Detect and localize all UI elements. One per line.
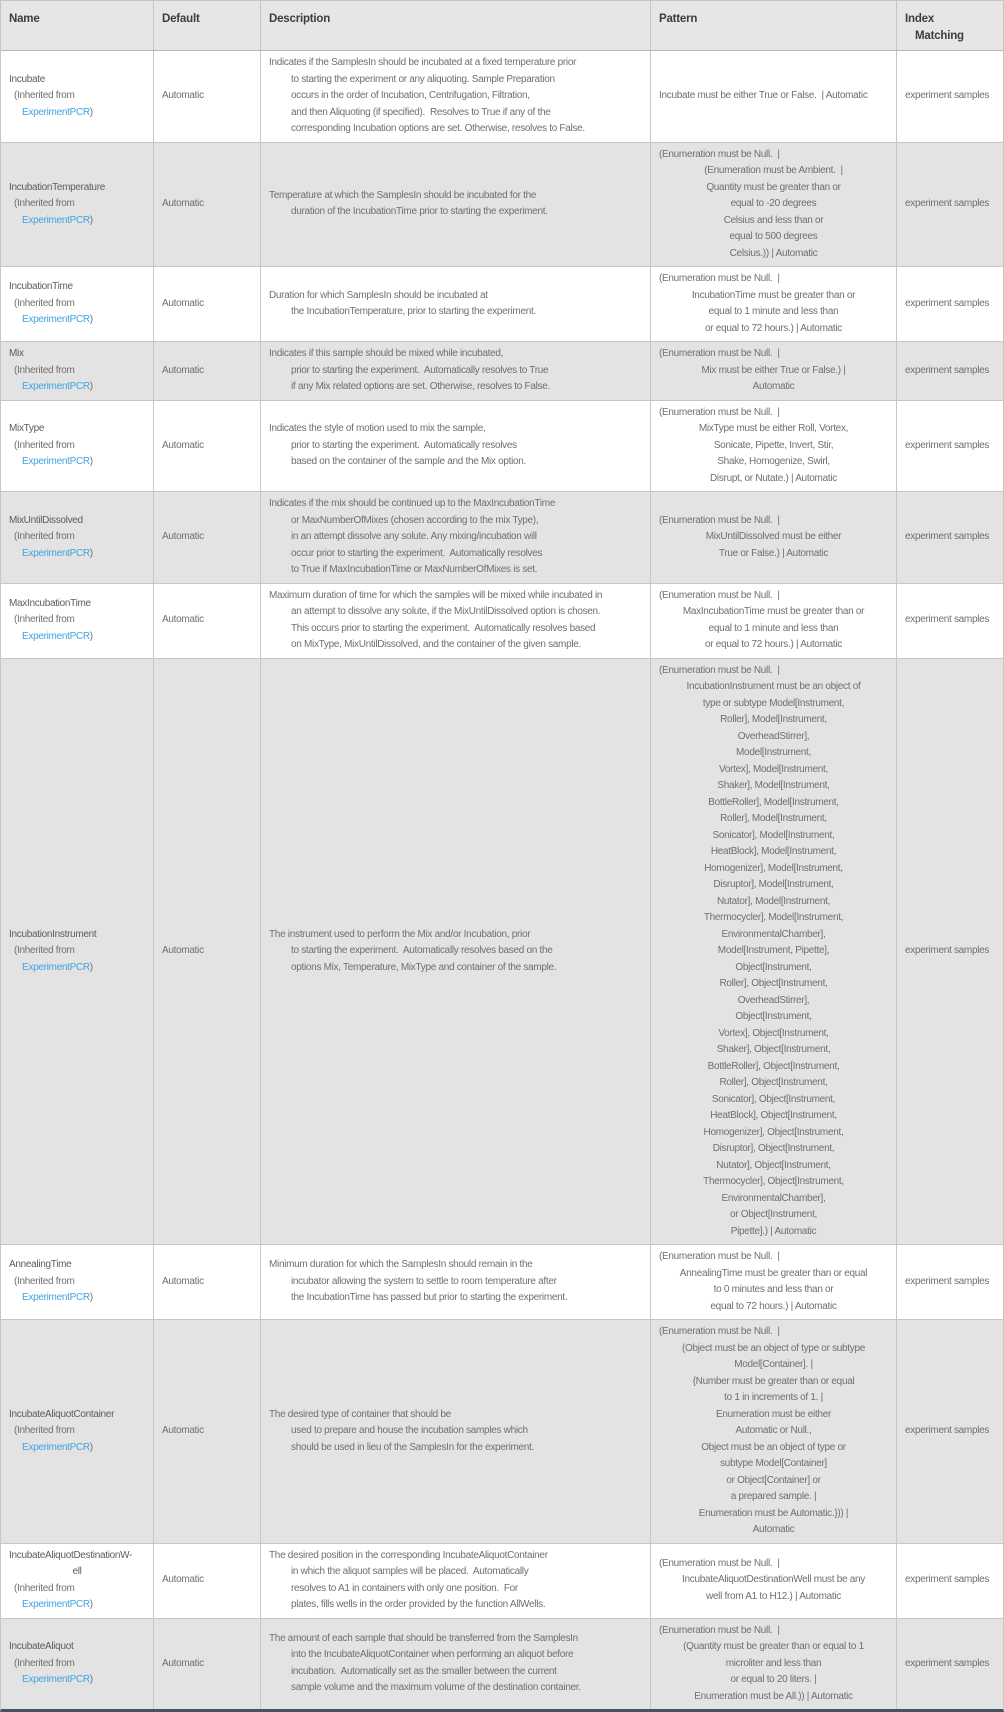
inherited-from-label: (Inherited from: [14, 198, 75, 209]
default-cell: [154, 342, 261, 400]
description-line: resolves to A1 in containers with only one position. For: [291, 1582, 518, 1594]
pattern-line: Roller], Model[Instrument,: [720, 813, 827, 824]
pattern-cell: [651, 584, 897, 658]
table-row: [1, 267, 1003, 342]
pattern-line: Roller], Object[Instrument,: [719, 978, 828, 989]
pattern-line: equal to 72 hours.) | Automatic: [710, 1300, 837, 1312]
pattern-line: Pipette].) | Automatic: [730, 1225, 817, 1237]
default-value: Automatic: [162, 531, 204, 542]
description-line: incubator allowing the system to settle to room temperature after: [291, 1275, 557, 1287]
default-value: Automatic: [162, 1275, 204, 1287]
pattern-line: equal to 500 degrees: [729, 231, 818, 242]
description-line: used to prepare and house the incubation samples which: [291, 1425, 528, 1436]
description-line: The desired type of container that should be: [269, 1408, 451, 1420]
pattern-line: Incubate must be either True or False. | Automatic: [659, 90, 868, 101]
pattern-line: (Enumeration must be Null. |: [659, 1251, 780, 1262]
experiment-pcr-link[interactable]: ExperimentPCR: [22, 547, 90, 559]
default-value: Automatic: [162, 1425, 204, 1436]
inherited-from-link-line: [9, 1290, 145, 1307]
table-row: [1, 51, 1003, 143]
index-matching-cell: [897, 1544, 1003, 1618]
pattern-cell: [651, 492, 897, 583]
header-label-default: Default: [162, 13, 200, 25]
index-matching-cell: [897, 267, 1003, 341]
default-value: Automatic: [162, 1657, 204, 1669]
pattern-line: (Object must be an object of type or subtype: [681, 1342, 866, 1354]
option-name: IncubateAliquot: [9, 1641, 74, 1652]
default-cell: [154, 584, 261, 658]
pattern-line: Thermocycler], Model[Instrument,: [703, 912, 844, 923]
description-line: The amount of each sample that should be transferred from the SamplesIn: [269, 1632, 578, 1644]
description-line: Temperature at which the SamplesIn should be incubated for the: [269, 189, 537, 201]
pattern-line: IncubationInstrument must be an object of: [686, 681, 861, 692]
pattern-line: well from A1 to H12.) | Automatic: [706, 1590, 841, 1602]
description-cell: [261, 1619, 651, 1710]
header-cell-default: [154, 1, 261, 50]
pattern-line: (Enumeration must be Null. |: [659, 1557, 780, 1569]
name-cell: [1, 1619, 154, 1710]
pattern-line: a prepared sample. |: [730, 1491, 817, 1502]
index-matching-cell: [897, 1320, 1003, 1543]
option-name: Incubate: [9, 73, 45, 85]
pattern-line: Roller], Model[Instrument,: [720, 714, 827, 725]
pattern-line: or Object[Instrument,: [729, 1209, 818, 1220]
pattern-line: Sonicator], Object[Instrument,: [711, 1093, 836, 1105]
description-line: or MaxNumberOfMixes (chosen according to the mix Type),: [291, 514, 539, 526]
pattern-line: Enumeration must be All.)) | Automatic: [694, 1690, 853, 1702]
pattern-line: Automatic: [752, 1524, 795, 1535]
name-cell: [1, 267, 154, 341]
description-line: the IncubationTime has passed but prior to starting the experiment.: [291, 1292, 568, 1304]
inherited-from-label: (Inherited from: [14, 1582, 75, 1594]
pattern-line: IncubateAliquotDestinationWell must be any: [682, 1574, 865, 1586]
pattern-cell: [651, 659, 897, 1245]
inherited-from-link-line: [9, 312, 145, 329]
index-matching-cell: [897, 492, 1003, 583]
name-cell: [1, 51, 154, 142]
pattern-line: Vortex], Model[Instrument,: [719, 763, 828, 775]
description-line: in which the aliquot samples will be placed. Automatically: [291, 1566, 529, 1577]
index-matching-value: experiment samples: [905, 1574, 990, 1586]
default-value: Automatic: [162, 90, 204, 101]
option-name: IncubationTemperature: [9, 181, 105, 193]
pattern-line: Model[Container]. |: [734, 1359, 813, 1370]
pattern-line: Vortex], Object[Instrument,: [718, 1027, 829, 1039]
pattern-cell: [651, 267, 897, 341]
default-value: Automatic: [162, 945, 204, 956]
pattern-line: Enumeration must be either: [715, 1408, 832, 1420]
default-value: Automatic: [162, 364, 204, 376]
link-close-paren: ): [89, 314, 93, 326]
pattern-line: (Enumeration must be Null. |: [659, 273, 780, 284]
pattern-line: or equal to 20 liters. |: [730, 1674, 817, 1685]
table-row: [1, 143, 1003, 268]
default-cell: [154, 492, 261, 583]
description-line: The desired position in the corresponding IncubateAliquotContainer: [269, 1549, 548, 1561]
pattern-line: OverheadStirrer],: [737, 730, 810, 742]
table-row: [1, 584, 1003, 659]
inherited-from-link-line: [9, 960, 145, 977]
header-label-name: Name: [9, 13, 40, 25]
description-cell: [261, 267, 651, 341]
name-cell: [1, 584, 154, 658]
pattern-line: or equal to 72 hours.) | Automatic: [705, 639, 842, 650]
description-line: corresponding Incubation options are set. Otherwise, resolves to False.: [291, 123, 585, 134]
pattern-line: Shake, Homogenize, Swirl,: [717, 456, 830, 467]
index-matching-cell: [897, 659, 1003, 1245]
index-matching-value: experiment samples: [905, 1275, 990, 1287]
pattern-line: MaxIncubationTime must be greater than or: [682, 606, 865, 617]
experiment-pcr-link[interactable]: ExperimentPCR: [22, 630, 90, 642]
description-cell: [261, 1544, 651, 1618]
pattern-line: Model[Instrument, Pipette],: [717, 945, 830, 956]
index-matching-cell: [897, 143, 1003, 267]
description-cell: [261, 1320, 651, 1543]
experiment-pcr-link[interactable]: ExperimentPCR: [22, 1599, 90, 1610]
pattern-line: equal to 1 minute and less than: [708, 622, 839, 634]
description-cell: [261, 342, 651, 400]
pattern-line: (Enumeration must be Null. |: [659, 348, 780, 359]
header-cell-name: [1, 1, 154, 50]
header-label-pattern: Pattern: [659, 13, 698, 25]
description-line: Duration for which SamplesIn should be incubated at: [269, 289, 488, 301]
pattern-line: equal to 1 minute and less than: [708, 306, 839, 317]
link-close-paren: ): [89, 630, 93, 642]
name-cell: [1, 1320, 154, 1543]
description-line: prior to starting the experiment. Automatically resolves: [291, 439, 517, 451]
pattern-line: Nutator], Model[Instrument,: [716, 895, 831, 907]
inherited-from-link-line: [9, 546, 145, 563]
header-label-index: Index: [905, 13, 935, 25]
pattern-line: (Enumeration must be Null. |: [659, 1624, 780, 1636]
default-cell: [154, 1544, 261, 1618]
table-row: [1, 1619, 1003, 1710]
pattern-line: (Enumeration must be Null. |: [659, 406, 780, 418]
description-line: occur prior to starting the experiment. Automatically resolves: [291, 547, 543, 559]
index-matching-cell: [897, 401, 1003, 492]
default-value: Automatic: [162, 439, 204, 451]
index-matching-cell: [897, 1245, 1003, 1319]
experiment-pcr-link[interactable]: ExperimentPCR: [22, 381, 90, 392]
pattern-line: Disruptor], Model[Instrument,: [713, 879, 834, 890]
pattern-line: Celsius and less than or: [723, 214, 824, 226]
pattern-line: Mix must be either True or False.) |: [701, 364, 846, 376]
name-cell: [1, 1544, 154, 1618]
index-matching-cell: [897, 584, 1003, 658]
pattern-line: (Enumeration must be Null. |: [659, 148, 780, 160]
description-line: incubation. Automatically set as the smaller between the current: [291, 1665, 557, 1677]
description-line: Minimum duration for which the SamplesIn should remain in the: [269, 1259, 533, 1271]
pattern-line: EnvironmentalChamber],: [721, 1192, 826, 1204]
inherited-from-label: (Inherited from: [14, 531, 75, 542]
description-line: should be used in lieu of the SamplesIn for the experiment.: [291, 1441, 535, 1453]
inherited-from-link-line: [9, 629, 145, 646]
default-cell: [154, 51, 261, 142]
index-matching-value: experiment samples: [905, 614, 990, 626]
description-line: plates, fills wells in the order provided by the function AllWells.: [291, 1599, 546, 1610]
description-line: to starting the experiment or any aliquoting. Sample Preparation: [291, 73, 555, 85]
pattern-line: Sonicator], Model[Instrument,: [712, 829, 835, 841]
pattern-line: Object must be an object of type or: [701, 1441, 846, 1453]
pattern-cell: [651, 143, 897, 267]
description-line: Indicates if the mix should be continued up to the MaxIncubationTime: [269, 498, 556, 509]
pattern-line: Model[Instrument,: [736, 747, 811, 758]
link-close-paren: ): [89, 381, 93, 392]
pattern-line: Shaker], Object[Instrument,: [716, 1044, 831, 1055]
pattern-line: Nutator], Object[Instrument,: [716, 1159, 831, 1171]
table-row: [1, 342, 1003, 401]
default-value: Automatic: [162, 297, 204, 309]
experiment-pcr-link[interactable]: ExperimentPCR: [22, 106, 90, 118]
pattern-line: EnvironmentalChamber],: [721, 928, 826, 940]
inherited-from-link-line: [9, 105, 145, 122]
link-close-paren: ): [89, 1441, 93, 1453]
inherited-from-link-line: [9, 379, 145, 396]
description-line: in an attempt dissolve any solute. Any mixing/incubation will: [291, 531, 537, 542]
inherited-from-label: (Inherited from: [14, 439, 75, 451]
inherited-from-label: (Inherited from: [14, 297, 75, 309]
table-row: [1, 401, 1003, 493]
pattern-line: (Enumeration must be Null. |: [659, 664, 780, 676]
description-cell: [261, 51, 651, 142]
default-cell: [154, 267, 261, 341]
description-line: into the IncubateAliquotContainer when performing an aliquot before: [291, 1649, 574, 1661]
description-line: prior to starting the experiment. Automatically resolves to True: [291, 364, 549, 376]
index-matching-value: experiment samples: [905, 90, 990, 101]
pattern-line: Homogenizer], Object[Instrument,: [703, 1126, 844, 1138]
experiment-pcr-link[interactable]: ExperimentPCR: [22, 961, 90, 973]
name-cell: [1, 143, 154, 267]
pattern-line: to 1 in increments of 1. |: [724, 1392, 823, 1403]
experiment-pcr-link[interactable]: ExperimentPCR: [22, 314, 90, 326]
pattern-line: or Object[Container] or: [726, 1474, 821, 1486]
inherited-from-label: (Inherited from: [14, 945, 75, 956]
pattern-line: BottleRoller], Object[Instrument,: [707, 1060, 840, 1072]
table-row: [1, 1320, 1003, 1544]
pattern-line: equal to -20 degrees: [730, 198, 817, 209]
pattern-cell: [651, 401, 897, 492]
option-name: ell: [72, 1566, 82, 1577]
link-close-paren: ): [89, 1292, 93, 1304]
inherited-from-label: (Inherited from: [14, 614, 75, 626]
default-cell: [154, 401, 261, 492]
header-cell-index-matching: [897, 1, 1003, 50]
pattern-cell: [651, 51, 897, 142]
pattern-line: Disrupt, or Nutate.) | Automatic: [710, 472, 837, 484]
pattern-cell: [651, 1245, 897, 1319]
pattern-line: Roller], Object[Instrument,: [719, 1077, 828, 1088]
header-cell-description: [261, 1, 651, 50]
description-line: sample volume and the maximum volume of the destination container.: [291, 1682, 581, 1694]
description-line: if any Mix related options are set. Otherwise, resolves to False.: [291, 381, 550, 392]
inherited-from-label: (Inherited from: [14, 90, 75, 101]
inherited-from-link-line: [9, 213, 145, 230]
description-cell: [261, 1245, 651, 1319]
description-line: Indicates the style of motion used to mix the sample,: [269, 423, 486, 434]
description-line: on MixType, MixUntilDissolved, and the container of the given sample.: [291, 639, 582, 650]
description-cell: [261, 492, 651, 583]
experiment-pcr-link[interactable]: ExperimentPCR: [22, 456, 90, 467]
index-matching-cell: [897, 1619, 1003, 1710]
description-line: an attempt to dissolve any solute, if the MixUntilDissolved option is chosen.: [291, 606, 601, 617]
name-cell: [1, 342, 154, 400]
option-name: IncubationTime: [9, 281, 73, 293]
pattern-cell: [651, 1619, 897, 1710]
pattern-line: OverheadStirrer],: [737, 994, 810, 1006]
index-matching-value: experiment samples: [905, 364, 990, 376]
index-matching-cell: [897, 51, 1003, 142]
pattern-line: (Enumeration must be Null. |: [659, 589, 780, 601]
table-row: [1, 659, 1003, 1246]
option-name: IncubateAliquotContainer: [9, 1408, 115, 1420]
pattern-line: HeatBlock], Object[Instrument,: [710, 1110, 837, 1121]
experiment-pcr-link[interactable]: ExperimentPCR: [22, 1441, 90, 1453]
inherited-from-link-line: [9, 1597, 145, 1614]
description-line: to starting the experiment. Automatically resolves based on the: [291, 945, 553, 956]
pattern-line: {Number must be greater than or equal: [692, 1375, 855, 1387]
inherited-from-link-line: [9, 1672, 145, 1689]
link-close-paren: ): [89, 961, 93, 973]
description-line: The instrument used to perform the Mix and/or Incubation, prior: [269, 928, 531, 940]
pattern-line: AnnealingTime must be greater than or equal: [679, 1267, 868, 1279]
name-cell: [1, 492, 154, 583]
name-cell: [1, 401, 154, 492]
description-line: This occurs prior to starting the experiment. Automatically resolves based: [291, 622, 596, 634]
pattern-line: (Quantity must be greater than or equal to 1: [683, 1641, 864, 1652]
option-name: Mix: [9, 348, 24, 359]
default-cell: [154, 659, 261, 1245]
index-matching-value: experiment samples: [905, 531, 990, 542]
link-close-paren: ): [89, 456, 93, 467]
pattern-line: microliter and less than: [725, 1657, 822, 1669]
pattern-line: Automatic or Null.,: [735, 1425, 812, 1436]
default-cell: [154, 1320, 261, 1543]
pattern-line: Automatic: [752, 381, 795, 392]
description-cell: [261, 659, 651, 1245]
pattern-line: Enumeration must be Automatic.})) |: [698, 1507, 849, 1519]
name-cell: [1, 659, 154, 1245]
pattern-cell: [651, 342, 897, 400]
pattern-line: MixType must be either Roll, Vortex,: [698, 423, 849, 434]
index-matching-value: experiment samples: [905, 1425, 990, 1436]
default-cell: [154, 143, 261, 267]
description-cell: [261, 401, 651, 492]
pattern-line: subtype Model[Container]: [720, 1458, 827, 1469]
pattern-line: Quantity must be greater than or: [706, 181, 841, 193]
table-row: [1, 492, 1003, 584]
pattern-cell: [651, 1320, 897, 1543]
pattern-line: Sonicate, Pipette, Invert, Stir,: [713, 439, 834, 451]
inherited-from-label: (Inherited from: [14, 1425, 75, 1436]
index-matching-value: experiment samples: [905, 297, 990, 309]
description-line: duration of the IncubationTime prior to starting the experiment.: [291, 206, 548, 218]
index-matching-value: experiment samples: [905, 945, 990, 956]
description-line: Indicates if this sample should be mixed while incubated,: [269, 348, 504, 359]
option-name: IncubationInstrument: [9, 928, 97, 940]
pattern-line: Disruptor], Object[Instrument,: [712, 1143, 835, 1154]
option-name: AnnealingTime: [9, 1259, 72, 1271]
experiment-pcr-link[interactable]: ExperimentPCR: [22, 1292, 90, 1304]
option-name: MaxIncubationTime: [9, 597, 91, 609]
default-value: Automatic: [162, 1574, 204, 1586]
index-matching-value: experiment samples: [905, 439, 990, 451]
description-line: and then Aliquoting (if specified). Resolves to True if any of the: [291, 106, 551, 118]
pattern-line: True or False.) | Automatic: [718, 547, 829, 559]
inherited-from-link-line: [9, 1440, 145, 1457]
option-name: IncubateAliquotDestinationW-: [9, 1549, 133, 1561]
pattern-line: BottleRoller], Model[Instrument,: [708, 796, 839, 808]
description-line: the IncubationTemperature, prior to starting the experiment.: [291, 306, 536, 317]
option-name: MixUntilDissolved: [9, 514, 83, 526]
header-label-description: Description: [269, 13, 331, 25]
header-cell-pattern: [651, 1, 897, 50]
description-line: options Mix, Temperature, MixType and container of the sample.: [291, 961, 557, 973]
experiment-pcr-link[interactable]: ExperimentPCR: [22, 214, 90, 226]
link-close-paren: ): [89, 1599, 93, 1610]
inherited-from-link-line: [9, 454, 145, 471]
pattern-line: (Enumeration must be Ambient. |: [704, 165, 843, 176]
pattern-line: Celsius.)) | Automatic: [729, 247, 818, 259]
pattern-line: (Enumeration must be Null. |: [659, 514, 780, 526]
pattern-line: IncubationTime must be greater than or: [691, 289, 856, 301]
description-line: Indicates if the SamplesIn should be incubated at a fixed temperature prior: [269, 57, 577, 68]
pattern-line: type or subtype Model[Instrument,: [702, 697, 845, 709]
link-close-paren: ): [89, 1674, 93, 1685]
table-row: [1, 1245, 1003, 1320]
option-name: MixType: [9, 423, 45, 434]
description-cell: [261, 143, 651, 267]
pattern-line: HeatBlock], Model[Instrument,: [710, 846, 837, 857]
description-line: occurs in the order of Incubation, Centrifugation, Filtration,: [291, 90, 530, 101]
header-label-matching: Matching: [915, 29, 964, 42]
experiment-pcr-link[interactable]: ExperimentPCR: [22, 1674, 90, 1685]
table-body: [1, 51, 1003, 1709]
description-line: based on the container of the sample and the Mix option.: [291, 456, 527, 467]
pattern-line: MixUntilDissolved must be either: [705, 531, 842, 542]
inherited-from-label: (Inherited from: [14, 1275, 75, 1287]
table-header-row: [1, 1, 1003, 51]
pattern-line: Shaker], Model[Instrument,: [717, 780, 830, 791]
default-cell: [154, 1619, 261, 1710]
default-cell: [154, 1245, 261, 1319]
description-line: to True if MaxIncubationTime or MaxNumberOfMixes is set.: [291, 564, 538, 575]
pattern-line: Thermocycler], Object[Instrument,: [703, 1176, 844, 1187]
link-close-paren: ): [89, 214, 93, 226]
index-matching-value: experiment samples: [905, 198, 990, 209]
pattern-line: or equal to 72 hours.) | Automatic: [705, 322, 842, 334]
index-matching-cell: [897, 342, 1003, 400]
pattern-line: to 0 minutes and less than or: [713, 1284, 834, 1295]
pattern-cell: [651, 1544, 897, 1618]
default-value: Automatic: [162, 198, 204, 209]
table-row: [1, 1544, 1003, 1619]
link-close-paren: ): [89, 547, 93, 559]
pattern-line: Object[Instrument,: [735, 1011, 812, 1022]
pattern-line: (Enumeration must be Null. |: [659, 1326, 780, 1337]
description-cell: [261, 584, 651, 658]
default-value: Automatic: [162, 614, 204, 626]
inherited-from-label: (Inherited from: [14, 1657, 75, 1669]
index-matching-value: experiment samples: [905, 1657, 990, 1669]
link-close-paren: ): [89, 106, 93, 118]
inherited-from-label: (Inherited from: [14, 364, 75, 376]
name-cell: [1, 1245, 154, 1319]
pattern-line: Object[Instrument,: [735, 961, 812, 973]
pattern-line: Homogenizer], Model[Instrument,: [704, 862, 843, 874]
description-line: Maximum duration of time for which the samples will be mixed while incubated in: [269, 589, 603, 601]
